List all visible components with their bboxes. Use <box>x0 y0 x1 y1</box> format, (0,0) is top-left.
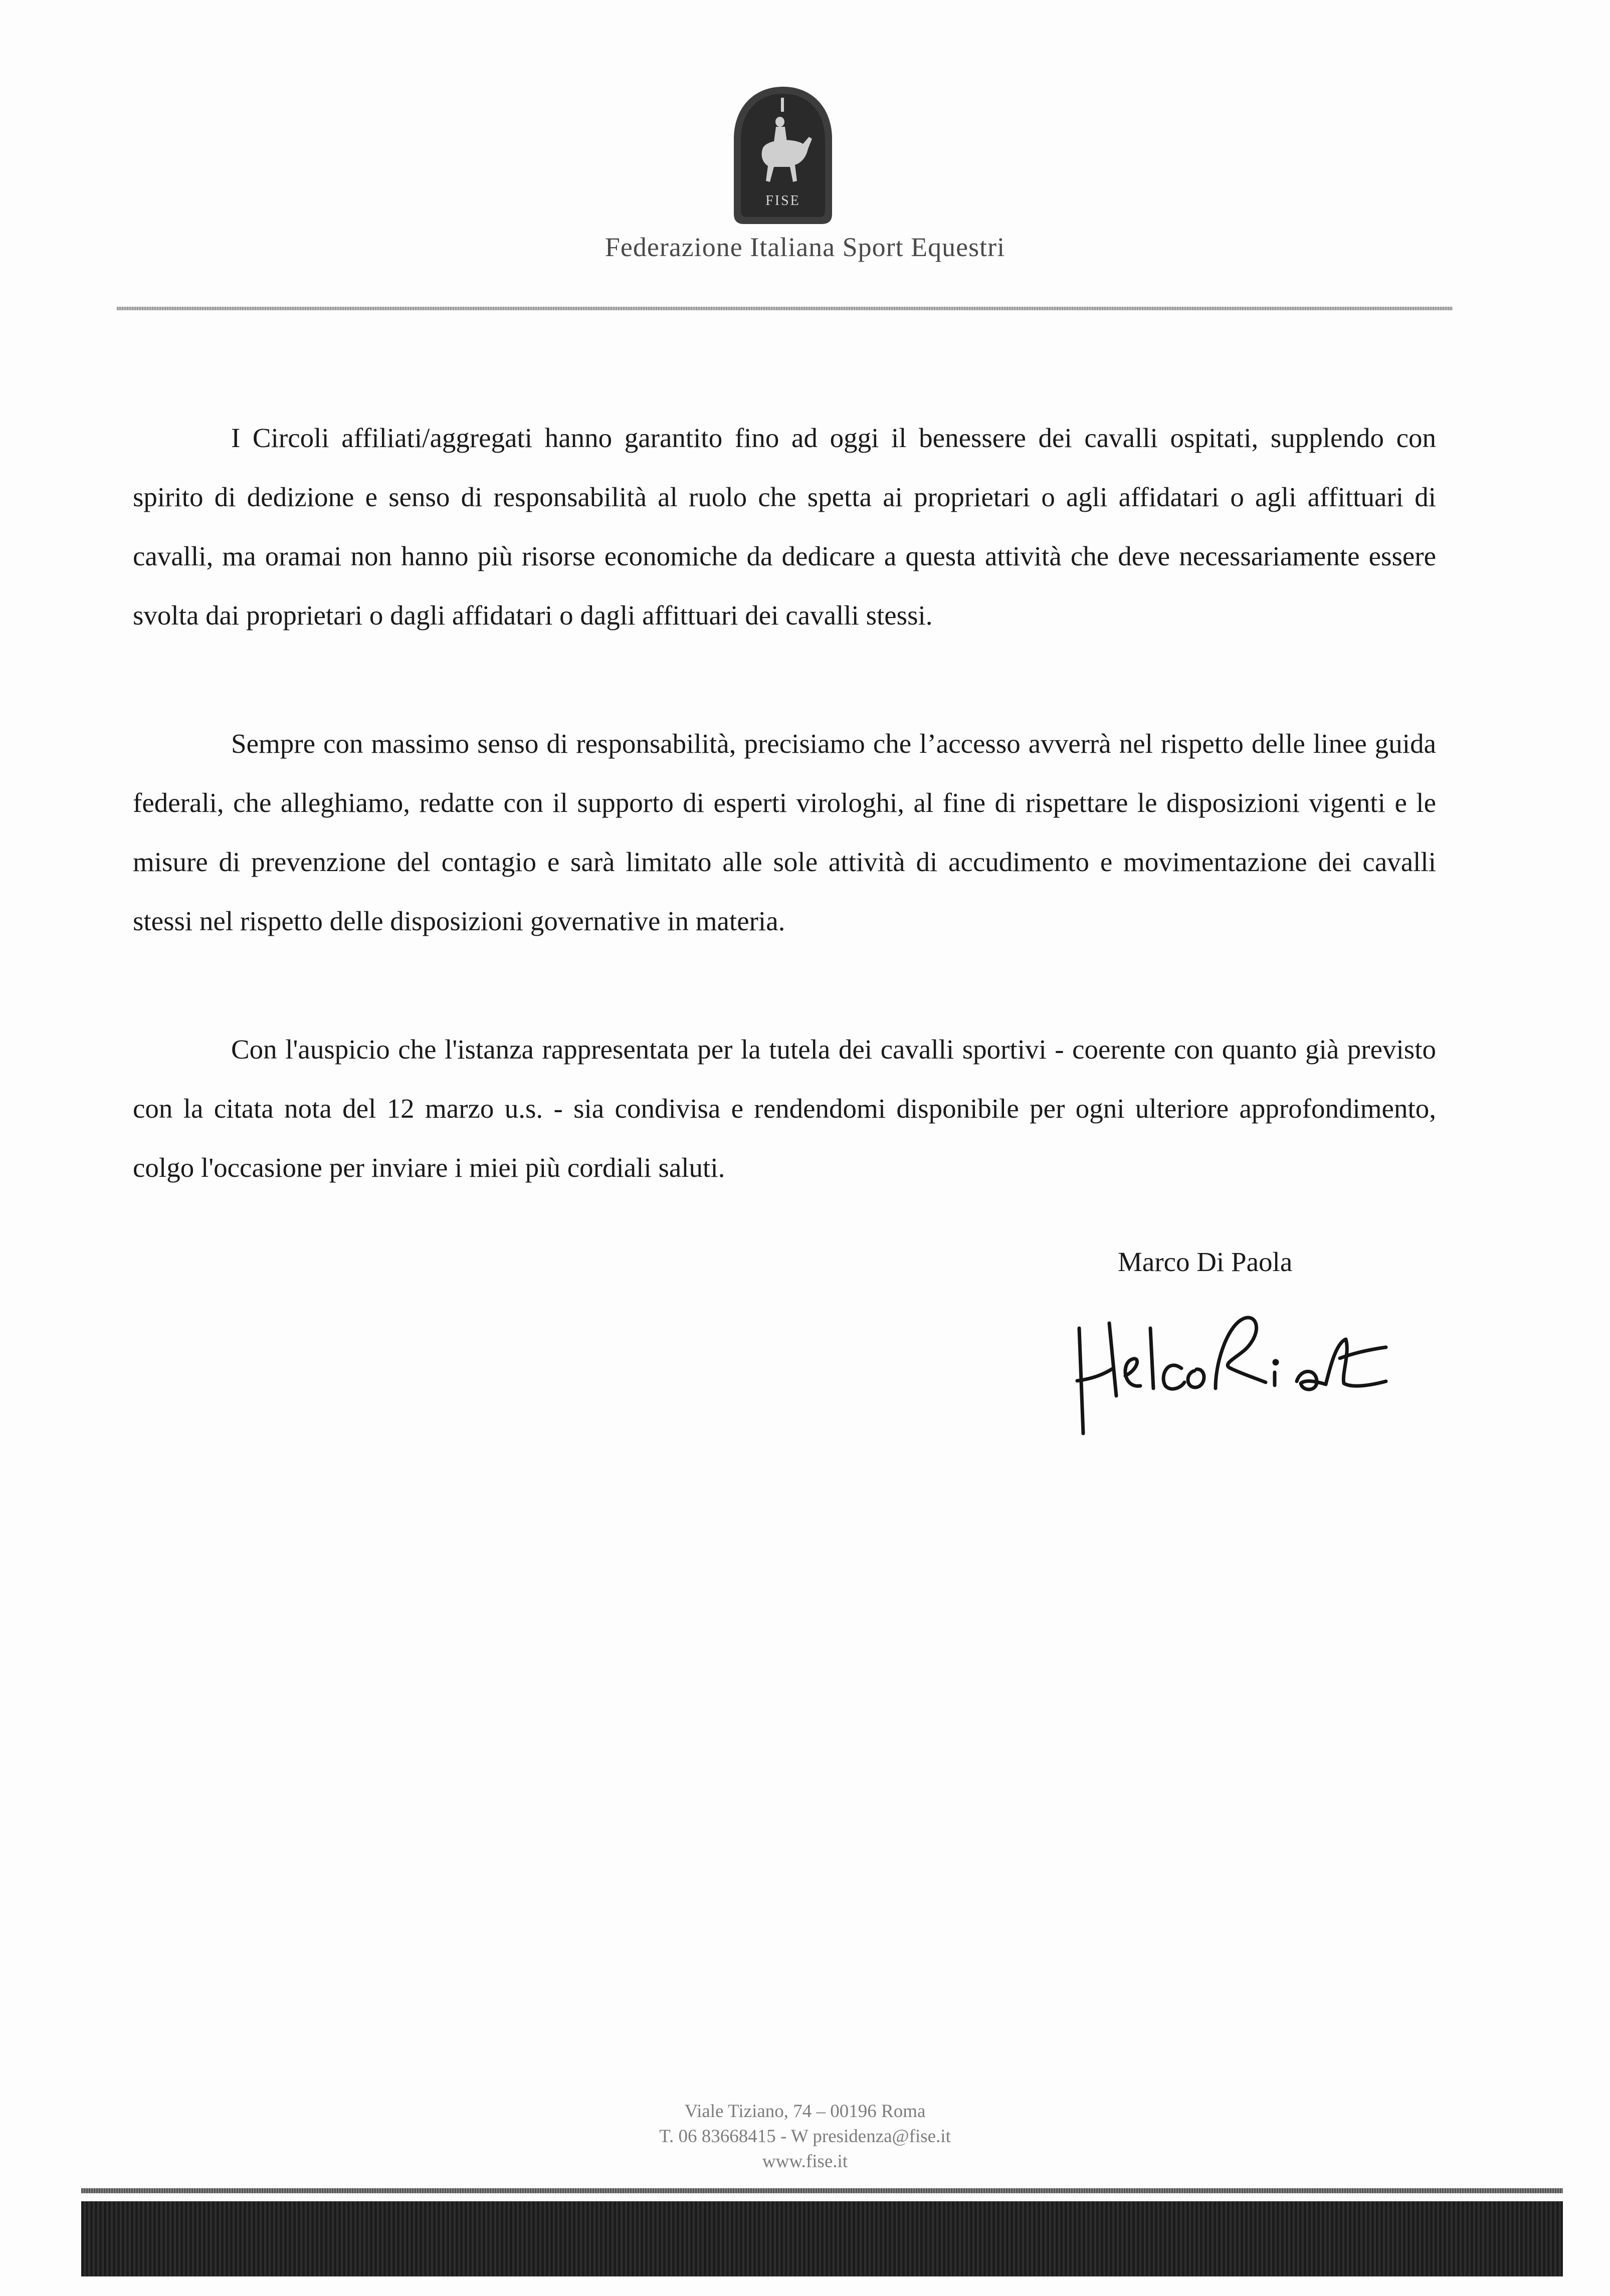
footer-website: www.fise.it <box>762 2151 848 2172</box>
header-divider <box>117 307 1453 310</box>
letter-footer <box>0 2099 1610 2174</box>
signer-name: Marco Di Paola <box>1118 1246 1293 1277</box>
footer-contacts: T. 06 83668415 - W presidenza@fise.it <box>659 2126 951 2147</box>
organization-name: Federazione Italiana Sport Equestri <box>605 232 1005 262</box>
svg-text:FISE: FISE <box>765 193 800 208</box>
paragraph-1: I Circoli affiliati/aggregati hanno garantito fino ad oggi il benessere dei cavalli ospitati, supplendo con spirito di dedizione e senso di responsabilità al ruolo che spetta ai proprietari o agli affidatari o agli affittuari di cavalli, ma oramai non hanno più risorse economiche da dedicare a questa attività che deve necessariamente essere svolta dai proprietari o dagli affidatari o dagli affittuari dei cavalli stessi. <box>133 423 1436 631</box>
fise-logo-icon <box>728 83 838 228</box>
paragraph-2: Sempre con massimo senso di responsabilità, precisiamo che l’accesso avverrà nel rispetto delle linee guida federali, che alleghiamo, redatte con il supporto di esperti virologhi, al fine di rispettare le disposizioni vigenti e le misure di prevenzione del contagio e sarà limitato alle sole attività di accudimento e movimentazione dei cavalli stessi nel rispetto delle disposizioni governative in materia. <box>133 728 1436 936</box>
footer-address: Viale Tiziano, 74 – 00196 Roma <box>684 2101 926 2122</box>
paragraph-3: Con l'auspicio che l'istanza rappresentata per la tutela dei cavalli sportivi - coerente con quanto già previsto con la citata nota del 12 marzo u.s. - sia condivisa e rendendomi disponibile per ogni ulteriore approfondimento, colgo l'occasione per inviare i miei più cordiali saluti. <box>133 1034 1436 1183</box>
letter-body <box>133 408 1436 1267</box>
handwritten-signature-icon <box>1065 1293 1396 1438</box>
footer-band <box>81 2201 1563 2276</box>
footer-divider <box>81 2188 1563 2193</box>
